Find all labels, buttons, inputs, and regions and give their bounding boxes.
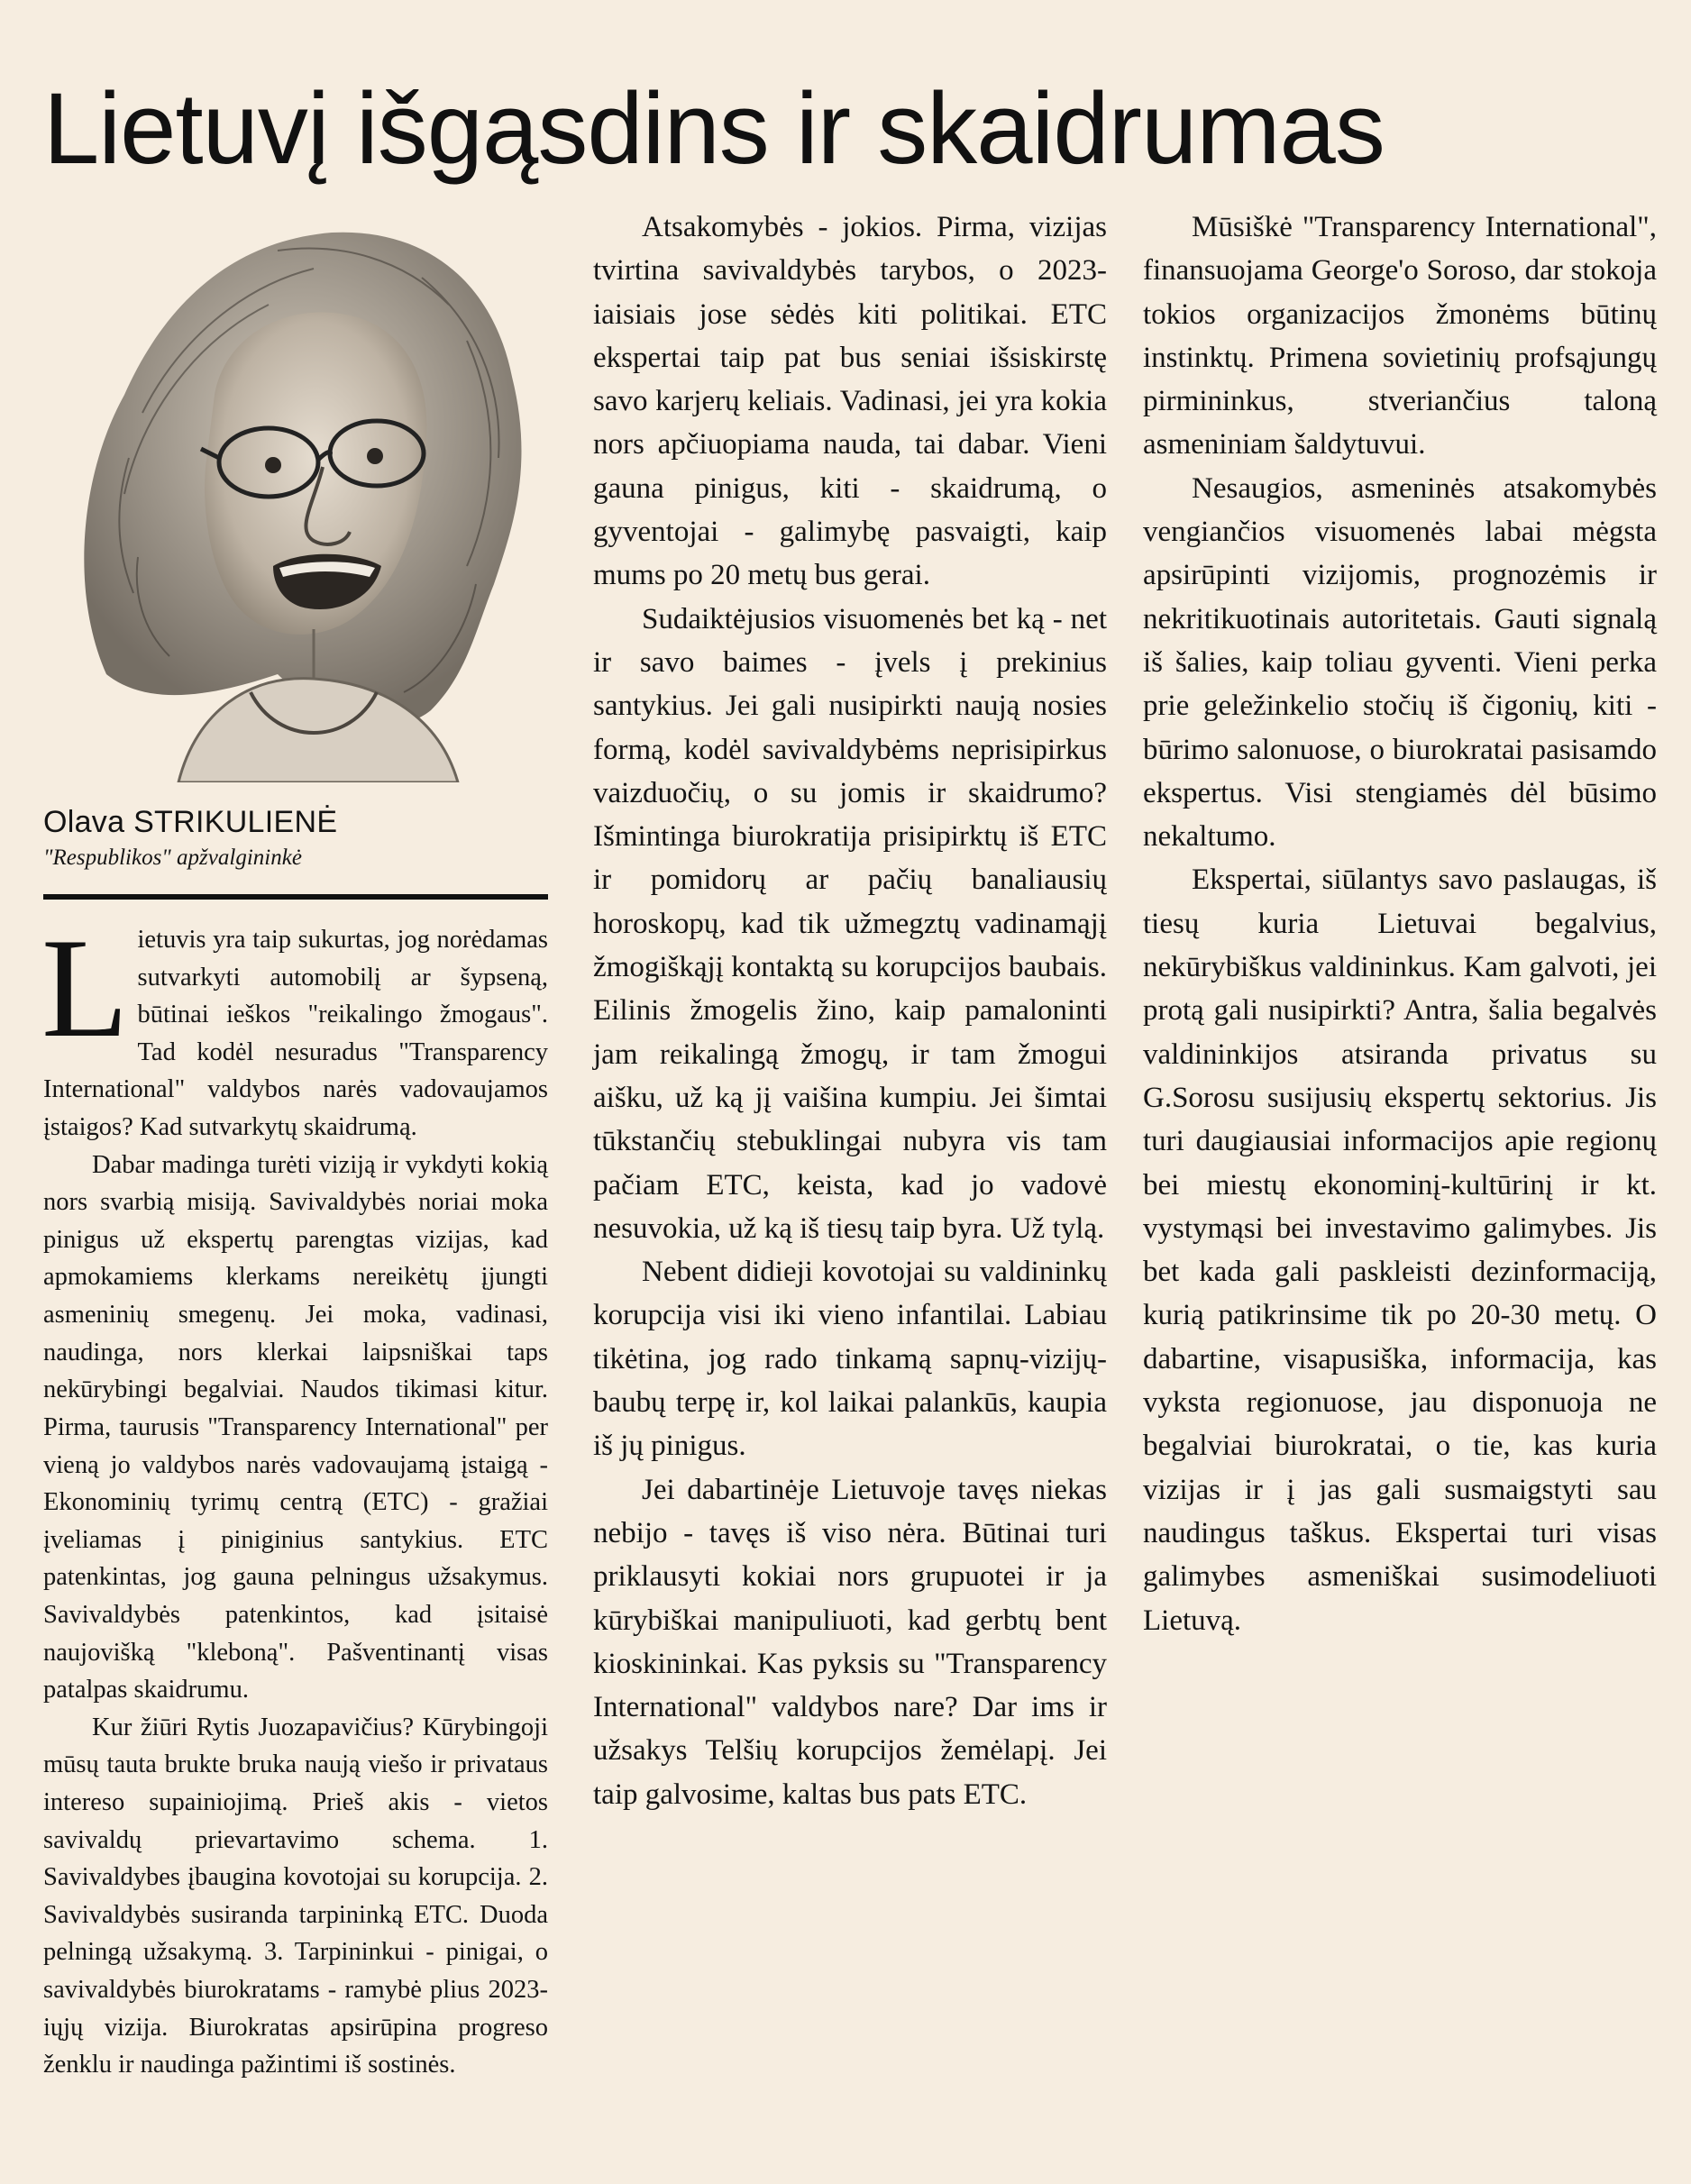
paragraph-6: Nebent didieji kovotojai su valdininkų korupcija visi iki vieno infantilai. Labiau tikėtina, jog rado tinkamą sapnų-vizijų-baubų terpę ir, kol laikai palankūs, kaupia iš jų pinigus. <box>593 1256 1107 1463</box>
paragraph-8: Mūsiškė "Transparency International", finansuojama George'o Soroso, dar stokoja tokios organizacijos žmonėms būtinų instinktų. Primena sovietinių profsąjungų pirmininkus, stveriančius taloną asmeniniam šaldytuvui. <box>1143 211 1657 461</box>
paragraph-4: Atsakomybės - jokios. Pirma, vizijas tvirtina savivaldybės tarybos, o 2023-iaisiais jose sėdės kiti politikai. ETC ekspertai taip pat bus seniai išsiskirstę savo karjerų keliais. Vadinasi, jei yra kokia nors apčiuopiama nauda, tai dabar. Vieni gauna pinigus, kiti - skaidrumą, o gyventojai - galimybę pasvaigti, kaip mums po 20 metų bus gerai. <box>593 211 1107 592</box>
divider-rule <box>43 894 548 900</box>
paragraph-9: Nesaugios, asmeninės atsakomybės vengiančios visuomenės labai mėgsta apsirūpinti vizijomis, prognozėmis ir nekritikuotinais autoritetais. Gauti signalą iš šalies, kaip toliau gyventi. Vieni perka prie geležinkelio stočių iš čigonių, kiti - būrimo salonuose, o biurokratai pasisamdo ekspertus. Visi stengiamės dėl būsimo nekaltumo. <box>1143 471 1657 854</box>
column-3 <box>1143 206 1657 1642</box>
paragraph-1-text: ietuvis yra taip sukurtas, jog norėdamas sutvarkyti automobilį ar šypseną, būtinai ieškos "reikalingo žmogaus". Tad kodėl nesuradus "Transparency International" valdybos narės vadovaujamos įstaigos? Kad sutvarkytų skaidrumą. <box>43 926 548 1142</box>
drop-cap: L <box>41 909 129 1067</box>
author-role: "Respublikos" apžvalgininkė <box>43 845 302 870</box>
caricature-portrait-icon <box>43 206 548 782</box>
paragraph-10: Ekspertai, siūlantys savo paslaugas, iš tiesų kuria Lietuvai begalvius, nekūrybiškus valdininkus. Kam galvoti, jei protą gali nusipirkti? Antra, šalia begalvės valdininkijos atsiranda privatus su G.Sorosu susijusių ekspertų sektorius. Jis turi daugiausiai informacijos apie regionų bei miestų ekonominį-kultūrinį ir kt. vystymąsi bei investavimo galimybes. Jis bet kada gali paskleisti dezinformaciją, kurią patikrinsime tik po 20-30 metų. O dabartine, visapusiška, informacija, kas vyksta regionuose, jau disponuoja ne begalviai biurokratai, o tie, kas kuria vizijas ir į jas gali susmaigstyti sau naudingus taškus. Ekspertai turi visas galimybes asmeniškai susimodeliuoti Lietuvą. <box>1143 864 1657 1637</box>
article-title: Lietuvį išgąsdins ir skaidrumas <box>43 72 1385 185</box>
paragraph-5: Sudaiktėjusios visuomenės bet ką - net ir savo baimes - įvels į prekinius santykius. Jei gali nusipirkti naują nosies formą, kodėl savivaldybėms neprisipirkus vaizduočių, o su jomis ir skaidrumo? Išmintinga biurokratija prisipirktų iš ETC ir pomidorų ar pačių banaliausių horoskopų, kad tik užmegztų vadinamąjį žmogiškąjį kontaktą su korupcijos baubais. Eilinis žmogelis žino, kaip pamaloninti jam reikalingą žmogų, ir tam žmogui aišku, už ką jį vaišina kumpiu. Jei šimtai tūkstančių stebuklingai nubyra vis tam pačiam ETC, keista, kad jo vadovė nesuvokia, už ką iš tiesų taip byra. Už tylą. <box>593 602 1107 1245</box>
column-2 <box>593 206 1107 1816</box>
paragraph-7: Jei dabartinėje Lietuvoje tavęs niekas nebijo - tavęs iš viso nėra. Būtinai turi priklausyti kokiai nors grupuotei ir ja kūrybiškai manipuliuoti, kad gerbtų bent kioskininkai. Kas pyksis su "Transparency International" valdybos nare? Dar ims ir užsakys Telšių korupcijos žemėlapį. Jei taip galvosime, kaltas bus pats ETC. <box>593 1473 1107 1811</box>
author-name: Olava STRIKULIENĖ <box>43 805 338 839</box>
author-block <box>43 802 548 874</box>
paragraph-1 <box>41 909 548 1147</box>
paragraph-2: Dabar madinga turėti viziją ir vykdyti kokią nors svarbią misiją. Savivaldybės noriai moka pinigus už ekspertų parengtas vizijas, kad apmokamiems klerkams nereikėtų įjungti asmeninių smegenų. Jei moka, vadinasi, naudinga, nors klerkai laipsniškai taps nekūrybingi begalviai. Naudos tikimasi kitur. Pirma, taurusis "Transparency International" per vieną jo valdybos narės vadovaujamą įstaigą - Ekonominių tyrimų centrą (ETC) - gražiai įveliamas į piniginius santykius. ETC patenkintas, jog gauna pelningus užsakymus. Savivaldybės patenkintos, kad įsitaisė naujovišką "kleboną". Pašventinantį visas patalpas skaidrumu. <box>43 1150 548 1704</box>
column-1 <box>43 206 548 2084</box>
paragraph-3: Kur žiūri Rytis Juozapavičius? Kūrybingoji mūsų tauta brukte bruka naują viešo ir privataus intereso supainiojimą. Prieš akis - vietos savivaldų prievartavimo schema. 1. Savivaldybes įbaugina kovotojai su korupcija. 2. Savivaldybės susiranda tarpininką ETC. Duoda pelningą užsakymą. 3. Tarpininkui - pinigai, o savivaldybės biurokratams - ramybė plius 2023-iųjų vizija. Biurokratas apsirūpina progreso ženklu ir naudinga pažintimi iš sostinės. <box>43 1713 548 2079</box>
